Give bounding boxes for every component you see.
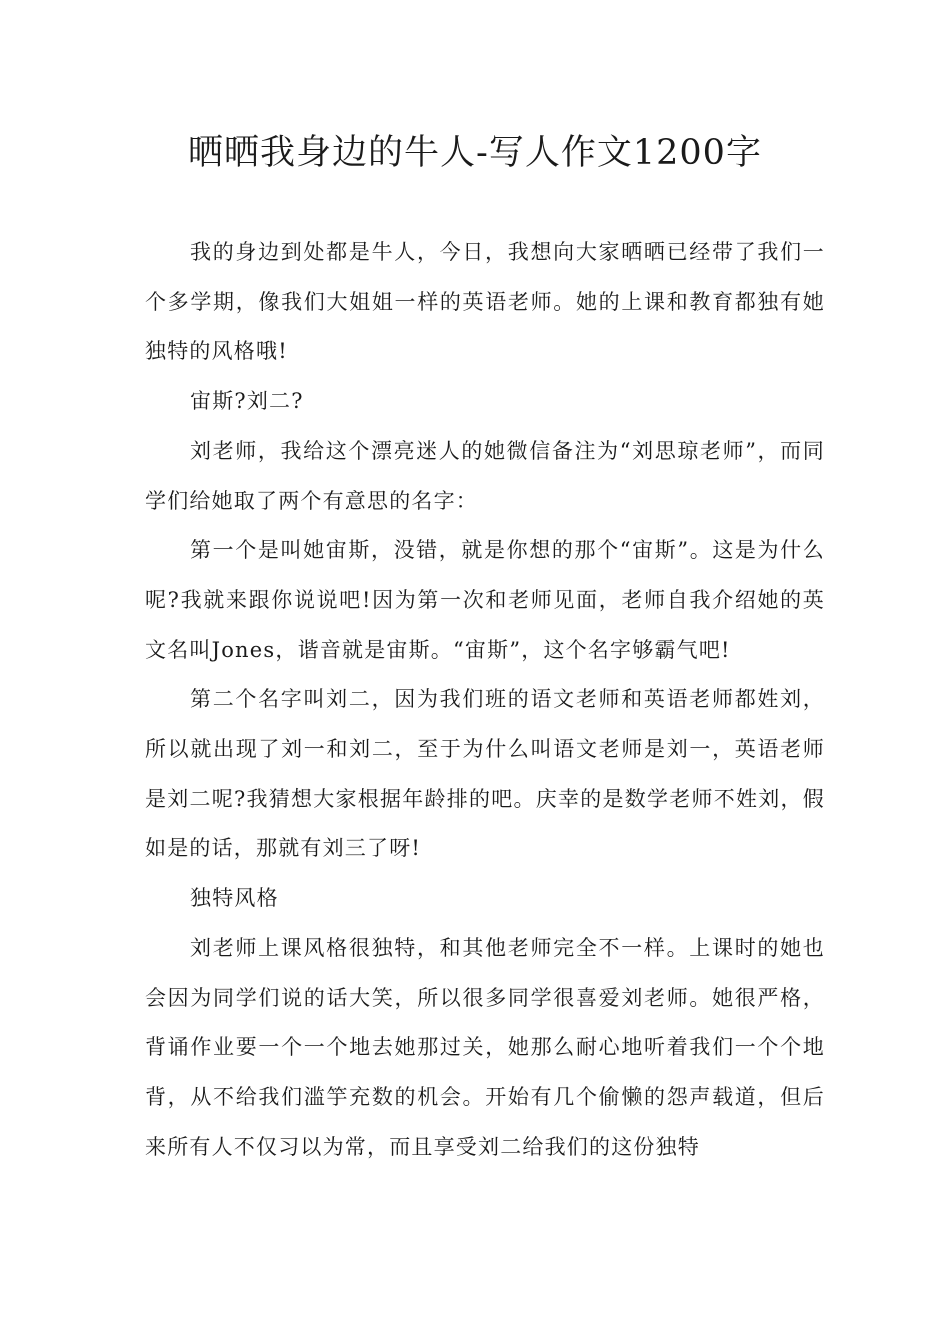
section-heading-unique-style: 独特风格 <box>190 886 279 911</box>
paragraph-nickname-liu-er: 第二个名字叫刘二，因为我们班的语文老师和英语老师都姓刘，所以就出现了刘一和刘二，至于为什么叫语文老师是刘一，英语老师是刘二呢?我猜想大家根据年龄排的吧。庆幸的是数学老师不姓刘，假如是的话，那就有刘三了呀! <box>145 687 825 861</box>
paragraph-nickname-zeus: 第一个是叫她宙斯，没错，就是你想的那个“宙斯”。这是为什么呢?我就来跟你说说吧!因为第一次和老师见面，老师自我介绍她的英文名叫Jones，谐音就是宙斯。“宙斯”，这个名字够霸气吧! <box>145 538 825 662</box>
paragraph-intro: 我的身边到处都是牛人，今日，我想向大家晒晒已经带了我们一个多学期，像我们大姐姐一样的英语老师。她的上课和教育都独有她独特的风格哦! <box>145 240 825 364</box>
paragraph-wechat-note: 刘老师，我给这个漂亮迷人的她微信备注为“刘思琼老师”，而同学们给她取了两个有意思的名字： <box>145 438 825 513</box>
document-title: 晒晒我身边的牛人-写人作文1200字 <box>188 133 762 173</box>
paragraph-teaching-style: 刘老师上课风格很独特，和其他老师完全不一样。上课时的她也会因为同学们说的话大笑，所以很多同学很喜爱刘老师。她很严格，背诵作业要一个一个地去她那过关，她那么耐心地听着我们一个个地背，从不给我们滥竽充数的机会。开始有几个偷懒的怨声载道，但后来所有人不仅习以为常，而且享受刘二给我们的这份独特 <box>145 935 825 1159</box>
document-body <box>145 228 825 1172</box>
section-heading-nicknames: 宙斯?刘二? <box>190 389 304 414</box>
